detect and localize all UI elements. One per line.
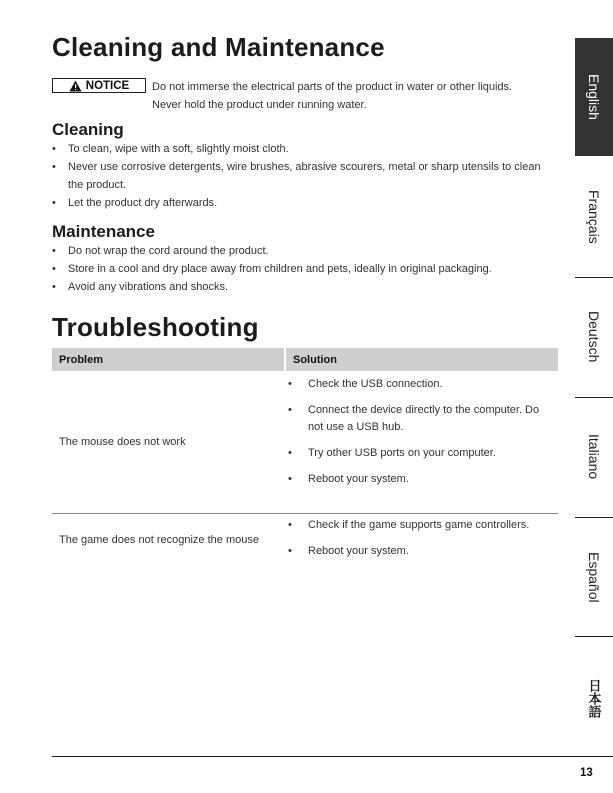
table-row (52, 371, 558, 514)
list-item: • Connect the device directly to the computer. Do not use a USB hub. (285, 402, 558, 436)
tab-label: Deutsch (586, 311, 602, 363)
column-header-solution: Solution (286, 348, 558, 371)
notice-line: Do not immerse the electrical parts of the product in water or other liquids. (152, 81, 513, 93)
cleaning-heading: Cleaning (52, 120, 124, 139)
list-item: • To clean, wipe with a soft, slightly moist cloth. (52, 140, 547, 158)
tab-label: Français (586, 190, 602, 244)
list-item: • Check the USB connection. (285, 376, 558, 393)
tab-italiano[interactable] (575, 398, 613, 516)
tab-label: Español (586, 551, 602, 603)
list-item: • Reboot your system. (285, 471, 558, 488)
page-number: 13 (580, 767, 593, 779)
notice-line: Never hold the product under running water. (152, 99, 367, 111)
tab-espanol[interactable] (575, 518, 613, 636)
page-title: Cleaning and Maintenance (52, 32, 385, 62)
list-item: • Try other USB ports on your computer. (285, 445, 558, 462)
column-header-problem: Problem (52, 348, 284, 371)
cleaning-list (52, 140, 547, 212)
tab-label: 日本語 (586, 678, 602, 718)
tab-divider (575, 636, 613, 637)
tab-japanese[interactable] (575, 640, 613, 756)
list-item: • Never use corrosive detergents, wire brushes, abrasive scourers, metal or sharp utensils to clean the product. (52, 158, 547, 194)
maintenance-list (52, 242, 547, 296)
maintenance-heading: Maintenance (52, 222, 155, 241)
troubleshooting-heading: Troubleshooting (52, 312, 259, 342)
list-item: • Do not wrap the cord around the product. (52, 242, 547, 260)
list-item: • Let the product dry afterwards. (52, 194, 547, 212)
list-item: • Avoid any vibrations and shocks. (52, 278, 547, 296)
list-item: • Reboot your system. (285, 543, 558, 560)
warning-icon (69, 80, 82, 92)
list-item: • Check if the game supports game controllers. (285, 517, 558, 534)
tab-label: Italiano (586, 434, 602, 480)
notice-text (152, 78, 552, 114)
troubleshooting-table (52, 348, 558, 566)
table-row (52, 514, 558, 566)
notice-badge (52, 78, 146, 93)
tab-francais[interactable] (575, 158, 613, 276)
problem-cell: The game does not recognize the mouse (59, 534, 259, 546)
tab-english[interactable] (575, 38, 613, 156)
notice-label: NOTICE (85, 79, 130, 92)
tab-deutsch[interactable] (575, 278, 613, 396)
problem-cell: The mouse does not work (59, 436, 186, 448)
list-item: • Store in a cool and dry place away from children and pets, ideally in original packaging. (52, 260, 547, 278)
footer-divider (52, 756, 613, 757)
tab-label: English (586, 74, 602, 120)
solution-list (52, 517, 558, 560)
table-header (52, 348, 558, 371)
solution-list (52, 376, 558, 488)
